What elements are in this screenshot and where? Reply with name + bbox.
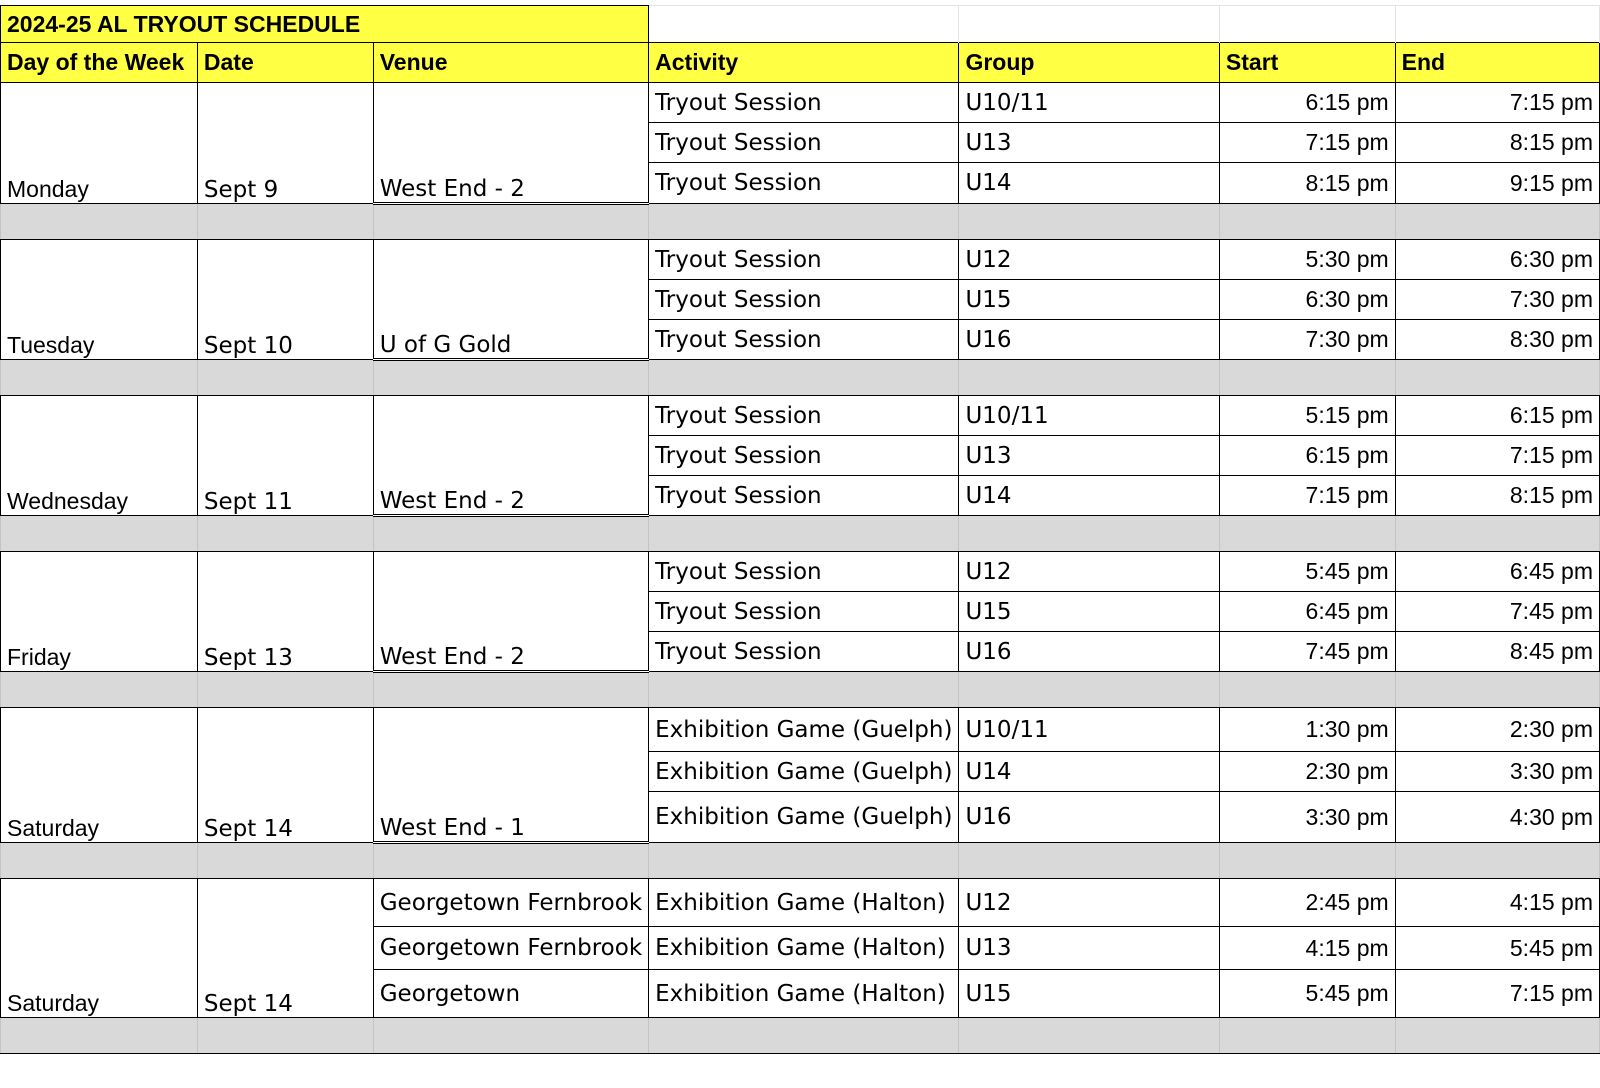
- group-cell[interactable]: U14: [959, 752, 1219, 792]
- end-time-cell[interactable]: 7:45 pm: [1395, 592, 1599, 632]
- separator-row: [1, 360, 1600, 396]
- day-cell[interactable]: Saturday: [1, 879, 198, 1018]
- activity-cell[interactable]: Tryout Session: [649, 240, 959, 280]
- start-time-cell[interactable]: 3:30 pm: [1219, 792, 1395, 843]
- separator-cell[interactable]: [1395, 516, 1599, 552]
- separator-cell[interactable]: [1219, 516, 1395, 552]
- group-cell[interactable]: U14: [959, 476, 1219, 516]
- group-cell[interactable]: U12: [959, 552, 1219, 592]
- start-time-cell[interactable]: 5:45 pm: [1219, 552, 1395, 592]
- separator-cell[interactable]: [1, 843, 198, 879]
- venue-cell[interactable]: West End - 1: [373, 708, 648, 843]
- activity-cell[interactable]: Tryout Session: [649, 83, 959, 123]
- activity-cell[interactable]: Tryout Session: [649, 396, 959, 436]
- separator-cell[interactable]: [649, 672, 959, 708]
- empty-cell[interactable]: [959, 6, 1219, 43]
- group-cell[interactable]: U10/11: [959, 708, 1219, 752]
- end-time-cell[interactable]: 8:45 pm: [1395, 632, 1599, 672]
- header-day[interactable]: Day of the Week: [1, 43, 198, 83]
- activity-cell[interactable]: Exhibition Game (Guelph): [649, 792, 959, 843]
- separator-cell[interactable]: [959, 1018, 1219, 1054]
- end-time-cell[interactable]: 7:15 pm: [1395, 970, 1599, 1018]
- end-time-cell[interactable]: 9:15 pm: [1395, 163, 1599, 204]
- title-row: [1, 6, 1600, 43]
- date-cell[interactable]: Sept 13: [197, 552, 373, 672]
- separator-cell[interactable]: [649, 516, 959, 552]
- separator-cell[interactable]: [1219, 360, 1395, 396]
- venue-cell[interactable]: West End - 2: [373, 83, 648, 204]
- group-cell[interactable]: U16: [959, 792, 1219, 843]
- schedule-table: [0, 5, 1600, 1054]
- end-time-cell[interactable]: 6:45 pm: [1395, 552, 1599, 592]
- separator-cell[interactable]: [959, 672, 1219, 708]
- separator-cell[interactable]: [197, 672, 373, 708]
- start-time-cell[interactable]: 4:15 pm: [1219, 927, 1395, 970]
- separator-cell[interactable]: [373, 204, 648, 240]
- start-time-cell[interactable]: 5:45 pm: [1219, 970, 1395, 1018]
- start-time-cell[interactable]: 5:30 pm: [1219, 240, 1395, 280]
- date-cell[interactable]: Sept 9: [197, 83, 373, 204]
- start-time-cell[interactable]: 5:15 pm: [1219, 396, 1395, 436]
- date-cell[interactable]: Sept 14: [197, 879, 373, 1018]
- end-time-cell[interactable]: 8:15 pm: [1395, 123, 1599, 163]
- separator-cell[interactable]: [1219, 672, 1395, 708]
- table-row: [1, 396, 1600, 436]
- day-cell[interactable]: Tuesday: [1, 240, 198, 360]
- end-time-cell[interactable]: 2:30 pm: [1395, 708, 1599, 752]
- table-row: [1, 552, 1600, 592]
- start-time-cell[interactable]: 7:15 pm: [1219, 123, 1395, 163]
- header-venue[interactable]: Venue: [373, 43, 648, 83]
- separator-cell[interactable]: [649, 204, 959, 240]
- start-time-cell[interactable]: 7:45 pm: [1219, 632, 1395, 672]
- separator-cell[interactable]: [197, 843, 373, 879]
- end-time-cell[interactable]: 4:15 pm: [1395, 879, 1599, 927]
- separator-cell[interactable]: [197, 204, 373, 240]
- separator-cell[interactable]: [373, 843, 648, 879]
- group-cell[interactable]: U16: [959, 632, 1219, 672]
- group-cell[interactable]: U14: [959, 163, 1219, 204]
- group-cell[interactable]: U13: [959, 927, 1219, 970]
- group-cell[interactable]: U10/11: [959, 396, 1219, 436]
- venue-cell[interactable]: Georgetown Fernbrook: [373, 927, 648, 970]
- venue-cell[interactable]: West End - 2: [373, 396, 648, 516]
- activity-cell[interactable]: Exhibition Game (Halton): [649, 970, 959, 1018]
- separator-cell[interactable]: [959, 204, 1219, 240]
- date-cell[interactable]: Sept 11: [197, 396, 373, 516]
- separator-cell[interactable]: [959, 843, 1219, 879]
- end-time-cell[interactable]: 8:15 pm: [1395, 476, 1599, 516]
- end-time-cell[interactable]: 6:15 pm: [1395, 396, 1599, 436]
- separator-cell[interactable]: [1219, 204, 1395, 240]
- end-time-cell[interactable]: 6:30 pm: [1395, 240, 1599, 280]
- venue-cell[interactable]: West End - 2: [373, 552, 648, 672]
- empty-cell[interactable]: [649, 6, 959, 43]
- separator-cell[interactable]: [1219, 1018, 1395, 1054]
- separator-row: [1, 1018, 1600, 1054]
- start-time-cell[interactable]: 8:15 pm: [1219, 163, 1395, 204]
- end-time-cell[interactable]: 4:30 pm: [1395, 792, 1599, 843]
- activity-cell[interactable]: Tryout Session: [649, 280, 959, 320]
- separator-row: [1, 516, 1600, 552]
- separator-cell[interactable]: [1395, 672, 1599, 708]
- separator-row: [1, 672, 1600, 708]
- start-time-cell[interactable]: 6:15 pm: [1219, 83, 1395, 123]
- date-cell[interactable]: Sept 14: [197, 708, 373, 843]
- activity-cell[interactable]: Tryout Session: [649, 436, 959, 476]
- separator-cell[interactable]: [1, 672, 198, 708]
- empty-cell[interactable]: [1219, 6, 1395, 43]
- day-cell[interactable]: Wednesday: [1, 396, 198, 516]
- start-time-cell[interactable]: 2:30 pm: [1219, 752, 1395, 792]
- empty-cell[interactable]: [1395, 6, 1599, 43]
- activity-cell[interactable]: Tryout Session: [649, 592, 959, 632]
- table-row: [1, 240, 1600, 280]
- group-cell[interactable]: U12: [959, 879, 1219, 927]
- separator-cell[interactable]: [959, 360, 1219, 396]
- end-time-cell[interactable]: 7:15 pm: [1395, 83, 1599, 123]
- start-time-cell[interactable]: 1:30 pm: [1219, 708, 1395, 752]
- separator-cell[interactable]: [1, 1018, 198, 1054]
- separator-row: [1, 204, 1600, 240]
- group-cell[interactable]: U16: [959, 320, 1219, 360]
- separator-cell[interactable]: [649, 1018, 959, 1054]
- group-cell[interactable]: U13: [959, 123, 1219, 163]
- day-cell[interactable]: Saturday: [1, 708, 198, 843]
- separator-row: [1, 843, 1600, 879]
- separator-cell[interactable]: [197, 360, 373, 396]
- separator-cell[interactable]: [649, 843, 959, 879]
- header-date[interactable]: Date: [197, 43, 373, 83]
- header-row: [1, 43, 1600, 83]
- end-time-cell[interactable]: 5:45 pm: [1395, 927, 1599, 970]
- separator-cell[interactable]: [1, 516, 198, 552]
- separator-cell[interactable]: [373, 516, 648, 552]
- activity-cell[interactable]: Exhibition Game (Guelph): [649, 752, 959, 792]
- venue-cell[interactable]: Georgetown: [373, 970, 648, 1018]
- separator-cell[interactable]: [1395, 1018, 1599, 1054]
- end-time-cell[interactable]: 7:30 pm: [1395, 280, 1599, 320]
- end-time-cell[interactable]: 7:15 pm: [1395, 436, 1599, 476]
- day-cell[interactable]: Friday: [1, 552, 198, 672]
- activity-cell[interactable]: Tryout Session: [649, 552, 959, 592]
- group-cell[interactable]: U12: [959, 240, 1219, 280]
- activity-cell[interactable]: Tryout Session: [649, 632, 959, 672]
- separator-cell[interactable]: [1, 360, 198, 396]
- start-time-cell[interactable]: 6:15 pm: [1219, 436, 1395, 476]
- start-time-cell[interactable]: 6:45 pm: [1219, 592, 1395, 632]
- header-start[interactable]: Start: [1219, 43, 1395, 83]
- separator-cell[interactable]: [373, 672, 648, 708]
- venue-cell[interactable]: Georgetown Fernbrook: [373, 879, 648, 927]
- group-cell[interactable]: U15: [959, 970, 1219, 1018]
- separator-cell[interactable]: [1, 204, 198, 240]
- separator-cell[interactable]: [649, 360, 959, 396]
- separator-cell[interactable]: [373, 360, 648, 396]
- date-cell[interactable]: Sept 10: [197, 240, 373, 360]
- header-end[interactable]: End: [1395, 43, 1599, 83]
- start-time-cell[interactable]: 2:45 pm: [1219, 879, 1395, 927]
- end-time-cell[interactable]: 8:30 pm: [1395, 320, 1599, 360]
- activity-cell[interactable]: Exhibition Game (Halton): [649, 879, 959, 927]
- separator-cell[interactable]: [197, 516, 373, 552]
- group-cell[interactable]: U13: [959, 436, 1219, 476]
- header-group[interactable]: Group: [959, 43, 1219, 83]
- table-row: [1, 879, 1600, 927]
- separator-cell[interactable]: [373, 1018, 648, 1054]
- activity-cell[interactable]: Tryout Session: [649, 163, 959, 204]
- separator-cell[interactable]: [1219, 843, 1395, 879]
- separator-cell[interactable]: [959, 516, 1219, 552]
- separator-cell[interactable]: [1395, 360, 1599, 396]
- start-time-cell[interactable]: 7:30 pm: [1219, 320, 1395, 360]
- group-cell[interactable]: U10/11: [959, 83, 1219, 123]
- start-time-cell[interactable]: 7:15 pm: [1219, 476, 1395, 516]
- day-cell[interactable]: Monday: [1, 83, 198, 204]
- separator-cell[interactable]: [1395, 843, 1599, 879]
- activity-cell[interactable]: Tryout Session: [649, 320, 959, 360]
- activity-cell[interactable]: Tryout Session: [649, 123, 959, 163]
- separator-cell[interactable]: [197, 1018, 373, 1054]
- activity-cell[interactable]: Exhibition Game (Halton): [649, 927, 959, 970]
- activity-cell[interactable]: Exhibition Game (Guelph): [649, 708, 959, 752]
- venue-cell[interactable]: U of G Gold: [373, 240, 648, 360]
- group-cell[interactable]: U15: [959, 280, 1219, 320]
- group-cell[interactable]: U15: [959, 592, 1219, 632]
- start-time-cell[interactable]: 6:30 pm: [1219, 280, 1395, 320]
- separator-cell[interactable]: [1395, 204, 1599, 240]
- sheet-title[interactable]: 2024-25 AL TRYOUT SCHEDULE: [1, 6, 649, 43]
- table-row: [1, 83, 1600, 123]
- activity-cell[interactable]: Tryout Session: [649, 476, 959, 516]
- header-activity[interactable]: Activity: [649, 43, 959, 83]
- table-row: [1, 708, 1600, 752]
- end-time-cell[interactable]: 3:30 pm: [1395, 752, 1599, 792]
